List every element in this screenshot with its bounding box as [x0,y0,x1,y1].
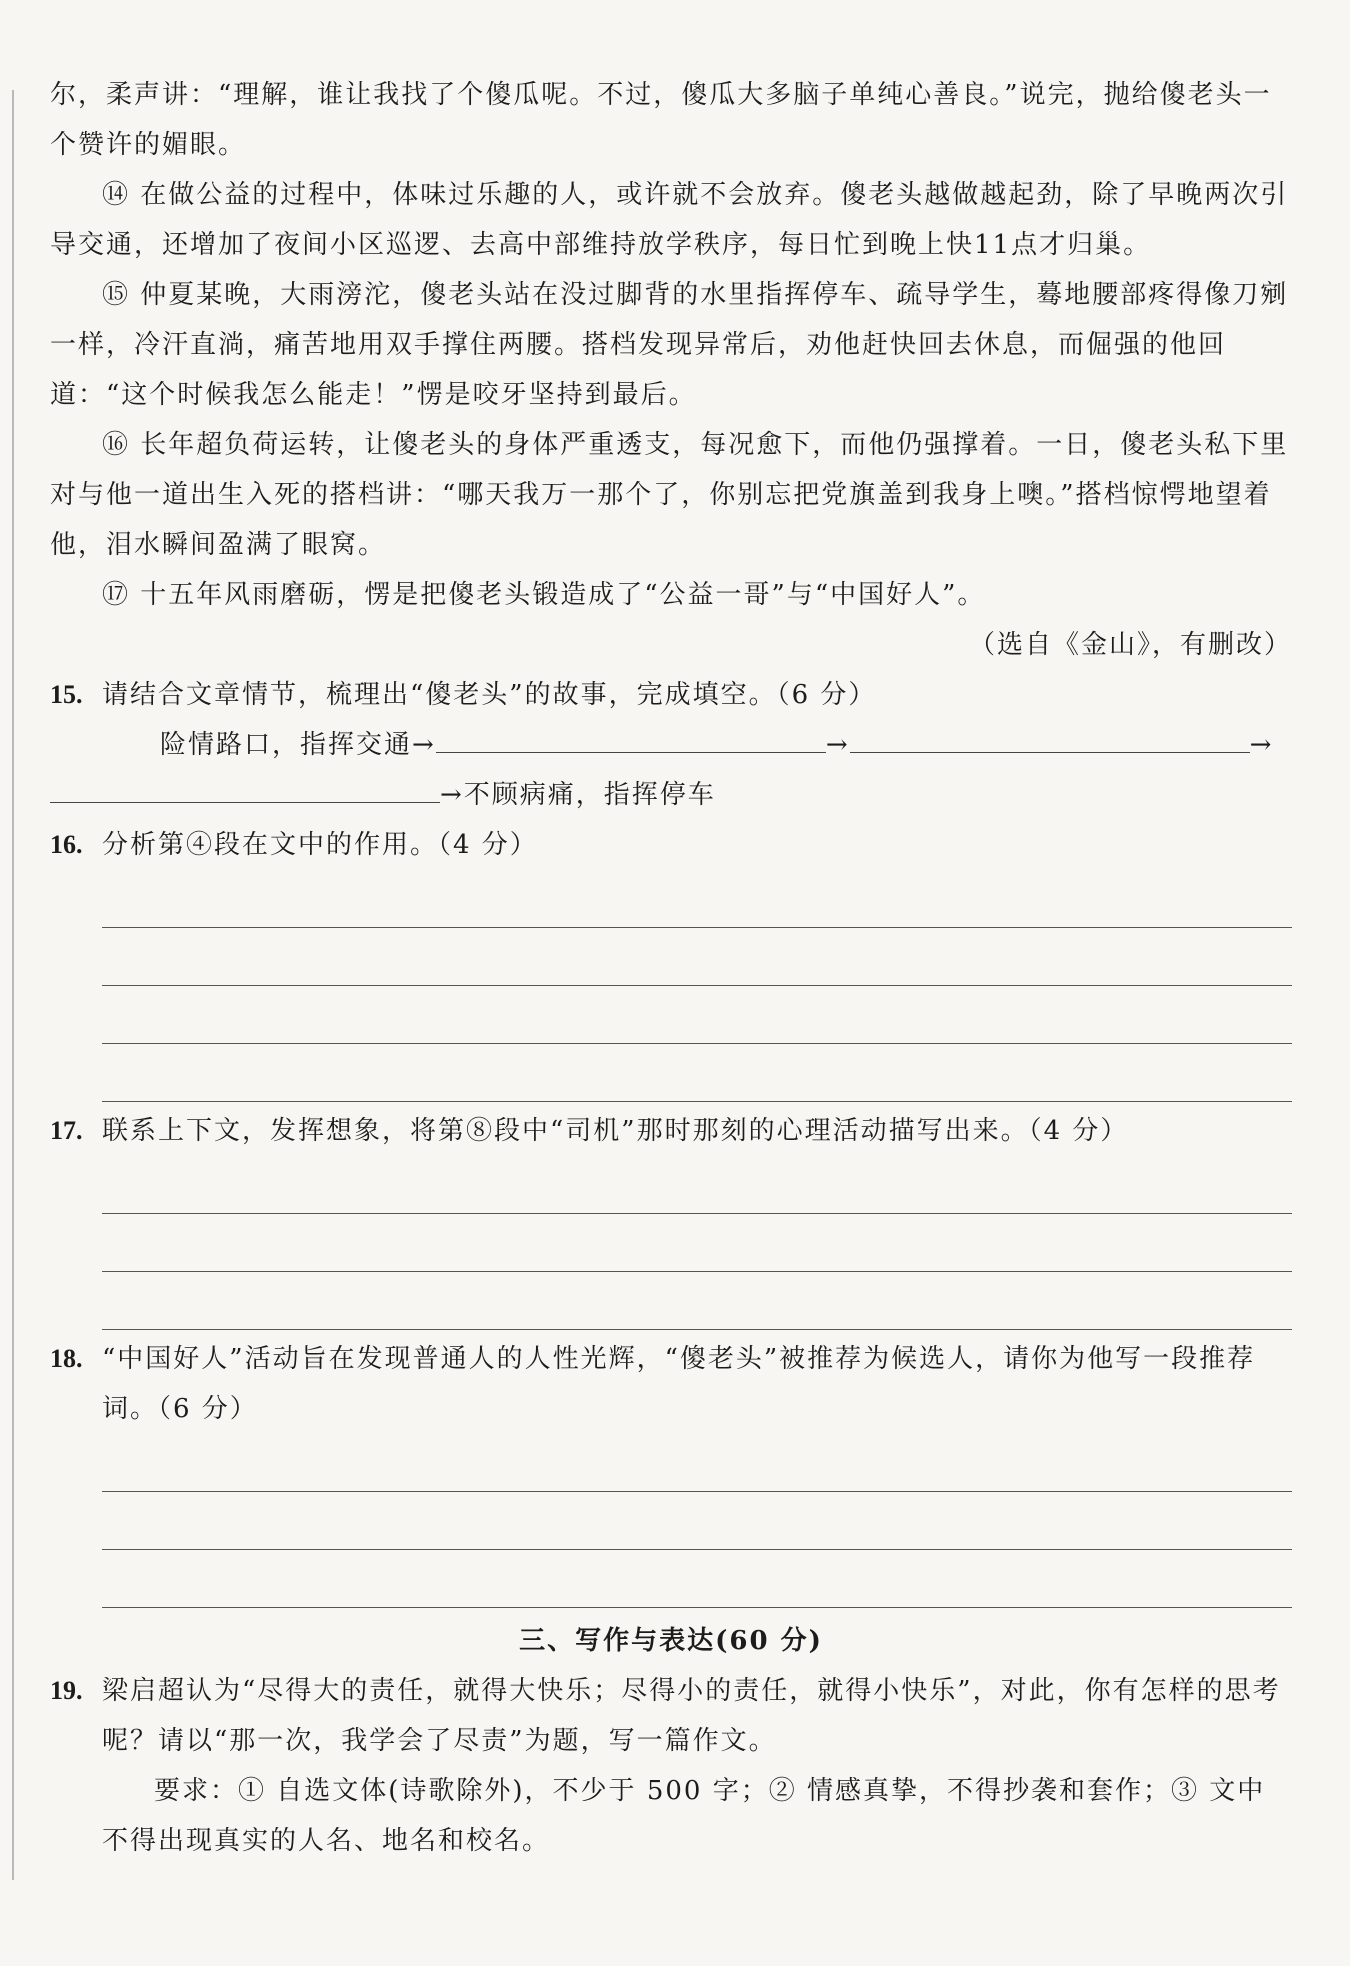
passage-source: （选自《金山》，有删改） [968,630,1292,660]
answer-line[interactable] [102,1434,1292,1492]
question-text: 联系上下文，发挥想象，将第⑧段中“司机”那时那刻的心理活动描写出来。（4 分） [102,1116,1129,1146]
question-17 [50,1106,1292,1156]
question-18 [50,1334,1292,1434]
question-16 [50,820,1292,870]
question-number: 15. [50,680,83,709]
arrow-icon: → [440,780,464,810]
answer-line[interactable] [102,1492,1292,1550]
arrow-icon: → [825,730,850,760]
answer-line[interactable] [102,1272,1292,1330]
question-text: “中国好人”活动旨在发现普通人的人性光辉，“傻老头”被推荐为候选人，请你为他写一段推荐词。（6 分） [102,1344,1256,1424]
fill-blank-2[interactable] [850,722,1250,753]
answer-line[interactable] [102,1044,1292,1102]
essay-requirements: 要求：① 自选文体(诗歌除外)，不少于 500 字；② 情感真挚，不得抄袭和套作；③ 文中不得出现真实的人名、地名和校名。 [102,1776,1266,1856]
fill-blank-3[interactable] [50,772,440,803]
arrow-icon: → [1249,730,1274,760]
margin-rule [12,90,14,1880]
answer-line[interactable] [102,986,1292,1044]
answer-line[interactable] [102,1214,1292,1272]
passage-paragraph-14: ⑭ 在做公益的过程中，体味过乐趣的人，或许就不会放弃。傻老头越做越起劲，除了早晚两次引导交通，还增加了夜间小区巡逻、去高中部维持放学秩序，每日忙到晚上快11点才归巢。 [50,180,1289,260]
question-number: 19. [50,1676,83,1705]
arrow-icon: → [412,730,436,760]
answer-line[interactable] [102,1550,1292,1608]
passage-paragraph-16: ⑯ 长年超负荷运转，让傻老头的身体严重透支，每况愈下，而他仍强撑着。一日，傻老头私下里对与他一道出生入死的搭档讲：“哪天我万一那个了，你别忘把党旗盖到我身上噢。”搭档惊愕地望着他，泪水瞬间盈满了眼窝。 [50,430,1289,560]
fill-blank-1[interactable] [436,722,826,753]
story-step-end: 不顾病痛，指挥停车 [463,780,716,810]
question-number: 18. [50,1344,83,1373]
question-19 [50,1666,1292,1866]
passage-paragraph-continued: 尔，柔声讲：“理解，谁让我找了个傻瓜呢。不过，傻瓜大多脑子单纯心善良。”说完，抛给傻老头一个赞许的媚眼。 [50,80,1272,160]
question-number: 17. [50,1116,83,1145]
story-fill-row-1 [50,720,1292,770]
answer-line[interactable] [102,870,1292,928]
question-text: 分析第④段在文中的作用。（4 分） [102,830,538,860]
section-title: 三、写作与表达(60 分) [519,1626,823,1656]
question-text: 请结合文章情节，梳理出“傻老头”的故事，完成填空。（6 分） [102,680,877,710]
passage-paragraph-17: ⑰ 十五年风雨磨砺，愣是把傻老头锻造成了“公益一哥”与“中国好人”。 [102,580,986,610]
passage-paragraph-15: ⑮ 仲夏某晚，大雨滂沱，傻老头站在没过脚背的水里指挥停车、疏导学生，蓦地腰部疼得像刀剜一样，冷汗直淌，痛苦地用双手撑住两腰。搭档发现异常后，劝他赶快回去休息，而倔强的他回道：“这个时候我怎么能走！”愣是咬牙坚持到最后。 [50,280,1289,410]
story-fill-row-2 [50,770,1292,820]
essay-prompt: 梁启超认为“尽得大的责任，就得大快乐；尽得小的责任，就得小快乐”，对此，你有怎样的思考呢？请以“那一次，我学会了尽责”为题，写一篇作文。 [102,1676,1281,1756]
story-step-start: 险情路口，指挥交通 [160,730,413,760]
question-15 [50,670,1292,720]
answer-line[interactable] [102,928,1292,986]
exam-content [50,70,1292,1866]
question-number: 16. [50,830,83,859]
question-text [102,1666,1292,1866]
answer-line[interactable] [102,1156,1292,1214]
